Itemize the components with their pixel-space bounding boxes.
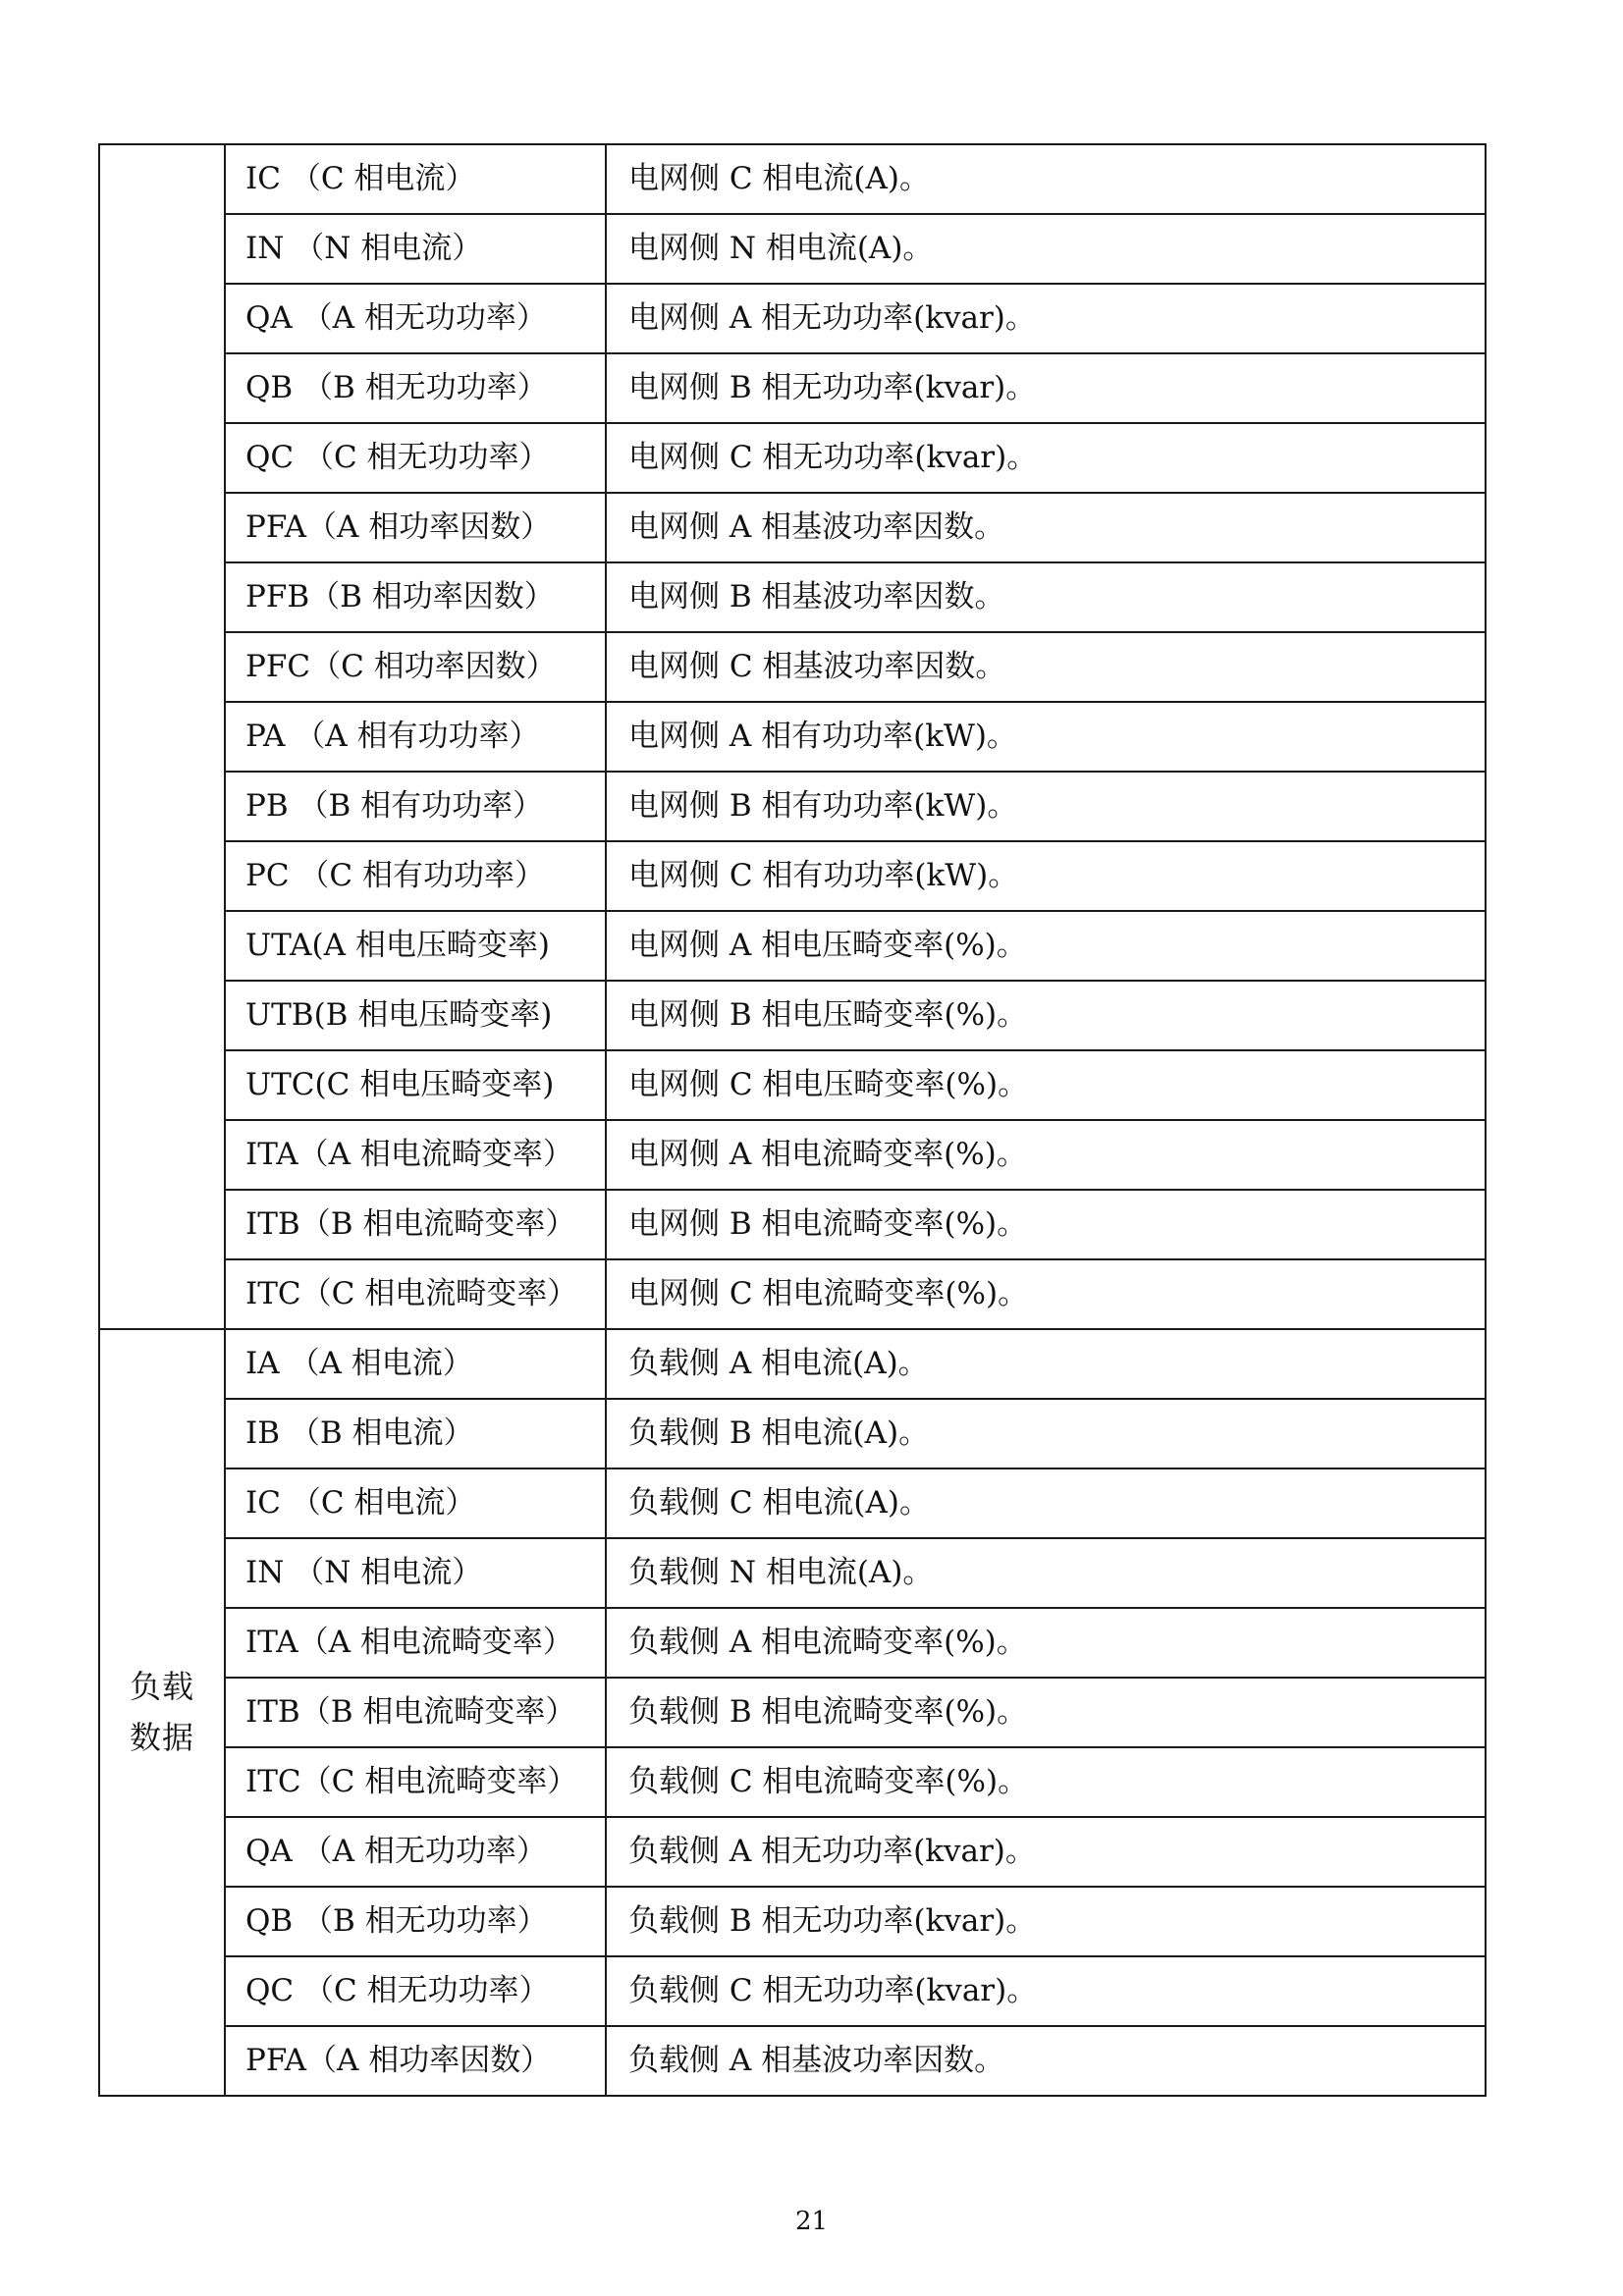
grid-side-row [99, 981, 1486, 1050]
parameter-name-cell: ITB（B 相电流畸变率） [225, 1678, 606, 1747]
parameter-name-cell: ITB（B 相电流畸变率） [225, 1190, 606, 1259]
grid-side-row [99, 702, 1486, 772]
parameter-name-cell: QB （B 相无功功率） [225, 353, 606, 423]
parameter-name-cell: PFC（C 相功率因数） [225, 632, 606, 702]
parameter-name-cell: ITC（C 相电流畸变率） [225, 1259, 606, 1329]
grid-side-row [99, 632, 1486, 702]
page-number: 21 [794, 2207, 829, 2236]
parameter-name-cell: ITA（A 相电流畸变率） [225, 1120, 606, 1190]
parameter-name-cell: PA （A 相有功功率） [225, 702, 606, 772]
parameter-description-cell: 负载侧 A 相电流畸变率(%)。 [606, 1608, 1486, 1678]
parameter-description-cell: 电网侧 A 相有功功率(kW)。 [606, 702, 1486, 772]
parameter-name-cell: PFA（A 相功率因数） [225, 2026, 606, 2096]
parameter-name-cell: UTB(B 相电压畸变率) [225, 981, 606, 1050]
parameter-name-cell: PFA（A 相功率因数） [225, 493, 606, 562]
parameter-table-body [99, 144, 1486, 2096]
parameter-description-cell: 电网侧 C 相电流(A)。 [606, 144, 1486, 214]
parameter-name-cell: UTC(C 相电压畸变率) [225, 1050, 606, 1120]
parameter-description-cell: 电网侧 C 相基波功率因数。 [606, 632, 1486, 702]
parameter-description-cell: 电网侧 A 相电压畸变率(%)。 [606, 911, 1486, 981]
parameter-name-cell: PB （B 相有功功率） [225, 772, 606, 841]
load-side-row [99, 1887, 1486, 1956]
load-side-row [99, 1747, 1486, 1817]
parameter-name-cell: QB （B 相无功功率） [225, 1887, 606, 1956]
parameter-description-cell: 负载侧 B 相电流畸变率(%)。 [606, 1678, 1486, 1747]
grid-side-row [99, 144, 1486, 214]
parameter-description-cell: 电网侧 A 相电流畸变率(%)。 [606, 1120, 1486, 1190]
parameter-name-cell: UTA(A 相电压畸变率) [225, 911, 606, 981]
grid-side-row [99, 353, 1486, 423]
load-side-row [99, 1399, 1486, 1468]
parameter-name-cell: ITC（C 相电流畸变率） [225, 1747, 606, 1817]
grid-side-row [99, 841, 1486, 911]
parameter-description-cell: 负载侧 B 相电流(A)。 [606, 1399, 1486, 1468]
parameter-description-cell: 负载侧 A 相无功功率(kvar)。 [606, 1817, 1486, 1887]
parameter-description-cell: 负载侧 C 相电流(A)。 [606, 1468, 1486, 1538]
grid-side-row [99, 562, 1486, 632]
grid-side-row [99, 772, 1486, 841]
parameter-name-cell: IA （A 相电流） [225, 1329, 606, 1399]
parameter-name-cell: QA （A 相无功功率） [225, 284, 606, 353]
parameter-name-cell: IB （B 相电流） [225, 1399, 606, 1468]
parameter-name-cell: QA （A 相无功功率） [225, 1817, 606, 1887]
parameter-description-cell: 负载侧 N 相电流(A)。 [606, 1538, 1486, 1608]
parameter-description-cell: 电网侧 B 相有功功率(kW)。 [606, 772, 1486, 841]
parameter-description-cell: 负载侧 C 相电流畸变率(%)。 [606, 1747, 1486, 1817]
grid-side-row [99, 1120, 1486, 1190]
grid-side-row [99, 911, 1486, 981]
load-side-row [99, 1608, 1486, 1678]
parameter-name-cell: PC （C 相有功功率） [225, 841, 606, 911]
load-side-row [99, 1468, 1486, 1538]
parameter-description-cell: 电网侧 C 相有功功率(kW)。 [606, 841, 1486, 911]
parameter-description-cell: 电网侧 C 相无功功率(kvar)。 [606, 423, 1486, 493]
load-side-row [99, 1817, 1486, 1887]
grid-side-row [99, 214, 1486, 284]
parameter-description-cell: 电网侧 N 相电流(A)。 [606, 214, 1486, 284]
load-side-row [99, 1329, 1486, 1399]
parameter-description-cell: 电网侧 B 相基波功率因数。 [606, 562, 1486, 632]
parameter-name-cell: IC （C 相电流） [225, 1468, 606, 1538]
grid-side-group-cell [99, 144, 225, 1329]
parameter-description-cell: 负载侧 A 相电流(A)。 [606, 1329, 1486, 1399]
parameter-description-cell: 电网侧 A 相基波功率因数。 [606, 493, 1486, 562]
parameter-description-cell: 负载侧 B 相无功功率(kvar)。 [606, 1887, 1486, 1956]
parameter-table [98, 143, 1487, 2097]
parameter-name-cell: IN （N 相电流） [225, 1538, 606, 1608]
parameter-description-cell: 电网侧 C 相电流畸变率(%)。 [606, 1259, 1486, 1329]
parameter-description-cell: 负载侧 A 相基波功率因数。 [606, 2026, 1486, 2096]
parameter-name-cell: IN （N 相电流） [225, 214, 606, 284]
parameter-name-cell: QC （C 相无功功率） [225, 423, 606, 493]
grid-side-row [99, 1050, 1486, 1120]
parameter-name-cell: IC （C 相电流） [225, 144, 606, 214]
parameter-description-cell: 电网侧 C 相电压畸变率(%)。 [606, 1050, 1486, 1120]
load-side-group-label: 负载数据 [129, 1668, 194, 1756]
grid-side-row [99, 493, 1486, 562]
parameter-name-cell: QC （C 相无功功率） [225, 1956, 606, 2026]
parameter-description-cell: 负载侧 C 相无功功率(kvar)。 [606, 1956, 1486, 2026]
grid-side-row [99, 1190, 1486, 1259]
load-side-row [99, 1538, 1486, 1608]
parameter-description-cell: 电网侧 B 相电流畸变率(%)。 [606, 1190, 1486, 1259]
parameter-name-cell: PFB（B 相功率因数） [225, 562, 606, 632]
parameter-name-cell: ITA（A 相电流畸变率） [225, 1608, 606, 1678]
grid-side-row [99, 1259, 1486, 1329]
load-side-row [99, 2026, 1486, 2096]
parameter-description-cell: 电网侧 B 相无功功率(kvar)。 [606, 353, 1486, 423]
load-side-group-cell [99, 1329, 225, 2096]
load-side-row [99, 1956, 1486, 2026]
parameter-description-cell: 电网侧 B 相电压畸变率(%)。 [606, 981, 1486, 1050]
load-side-row [99, 1678, 1486, 1747]
grid-side-row [99, 284, 1486, 353]
grid-side-row [99, 423, 1486, 493]
parameter-description-cell: 电网侧 A 相无功功率(kvar)。 [606, 284, 1486, 353]
